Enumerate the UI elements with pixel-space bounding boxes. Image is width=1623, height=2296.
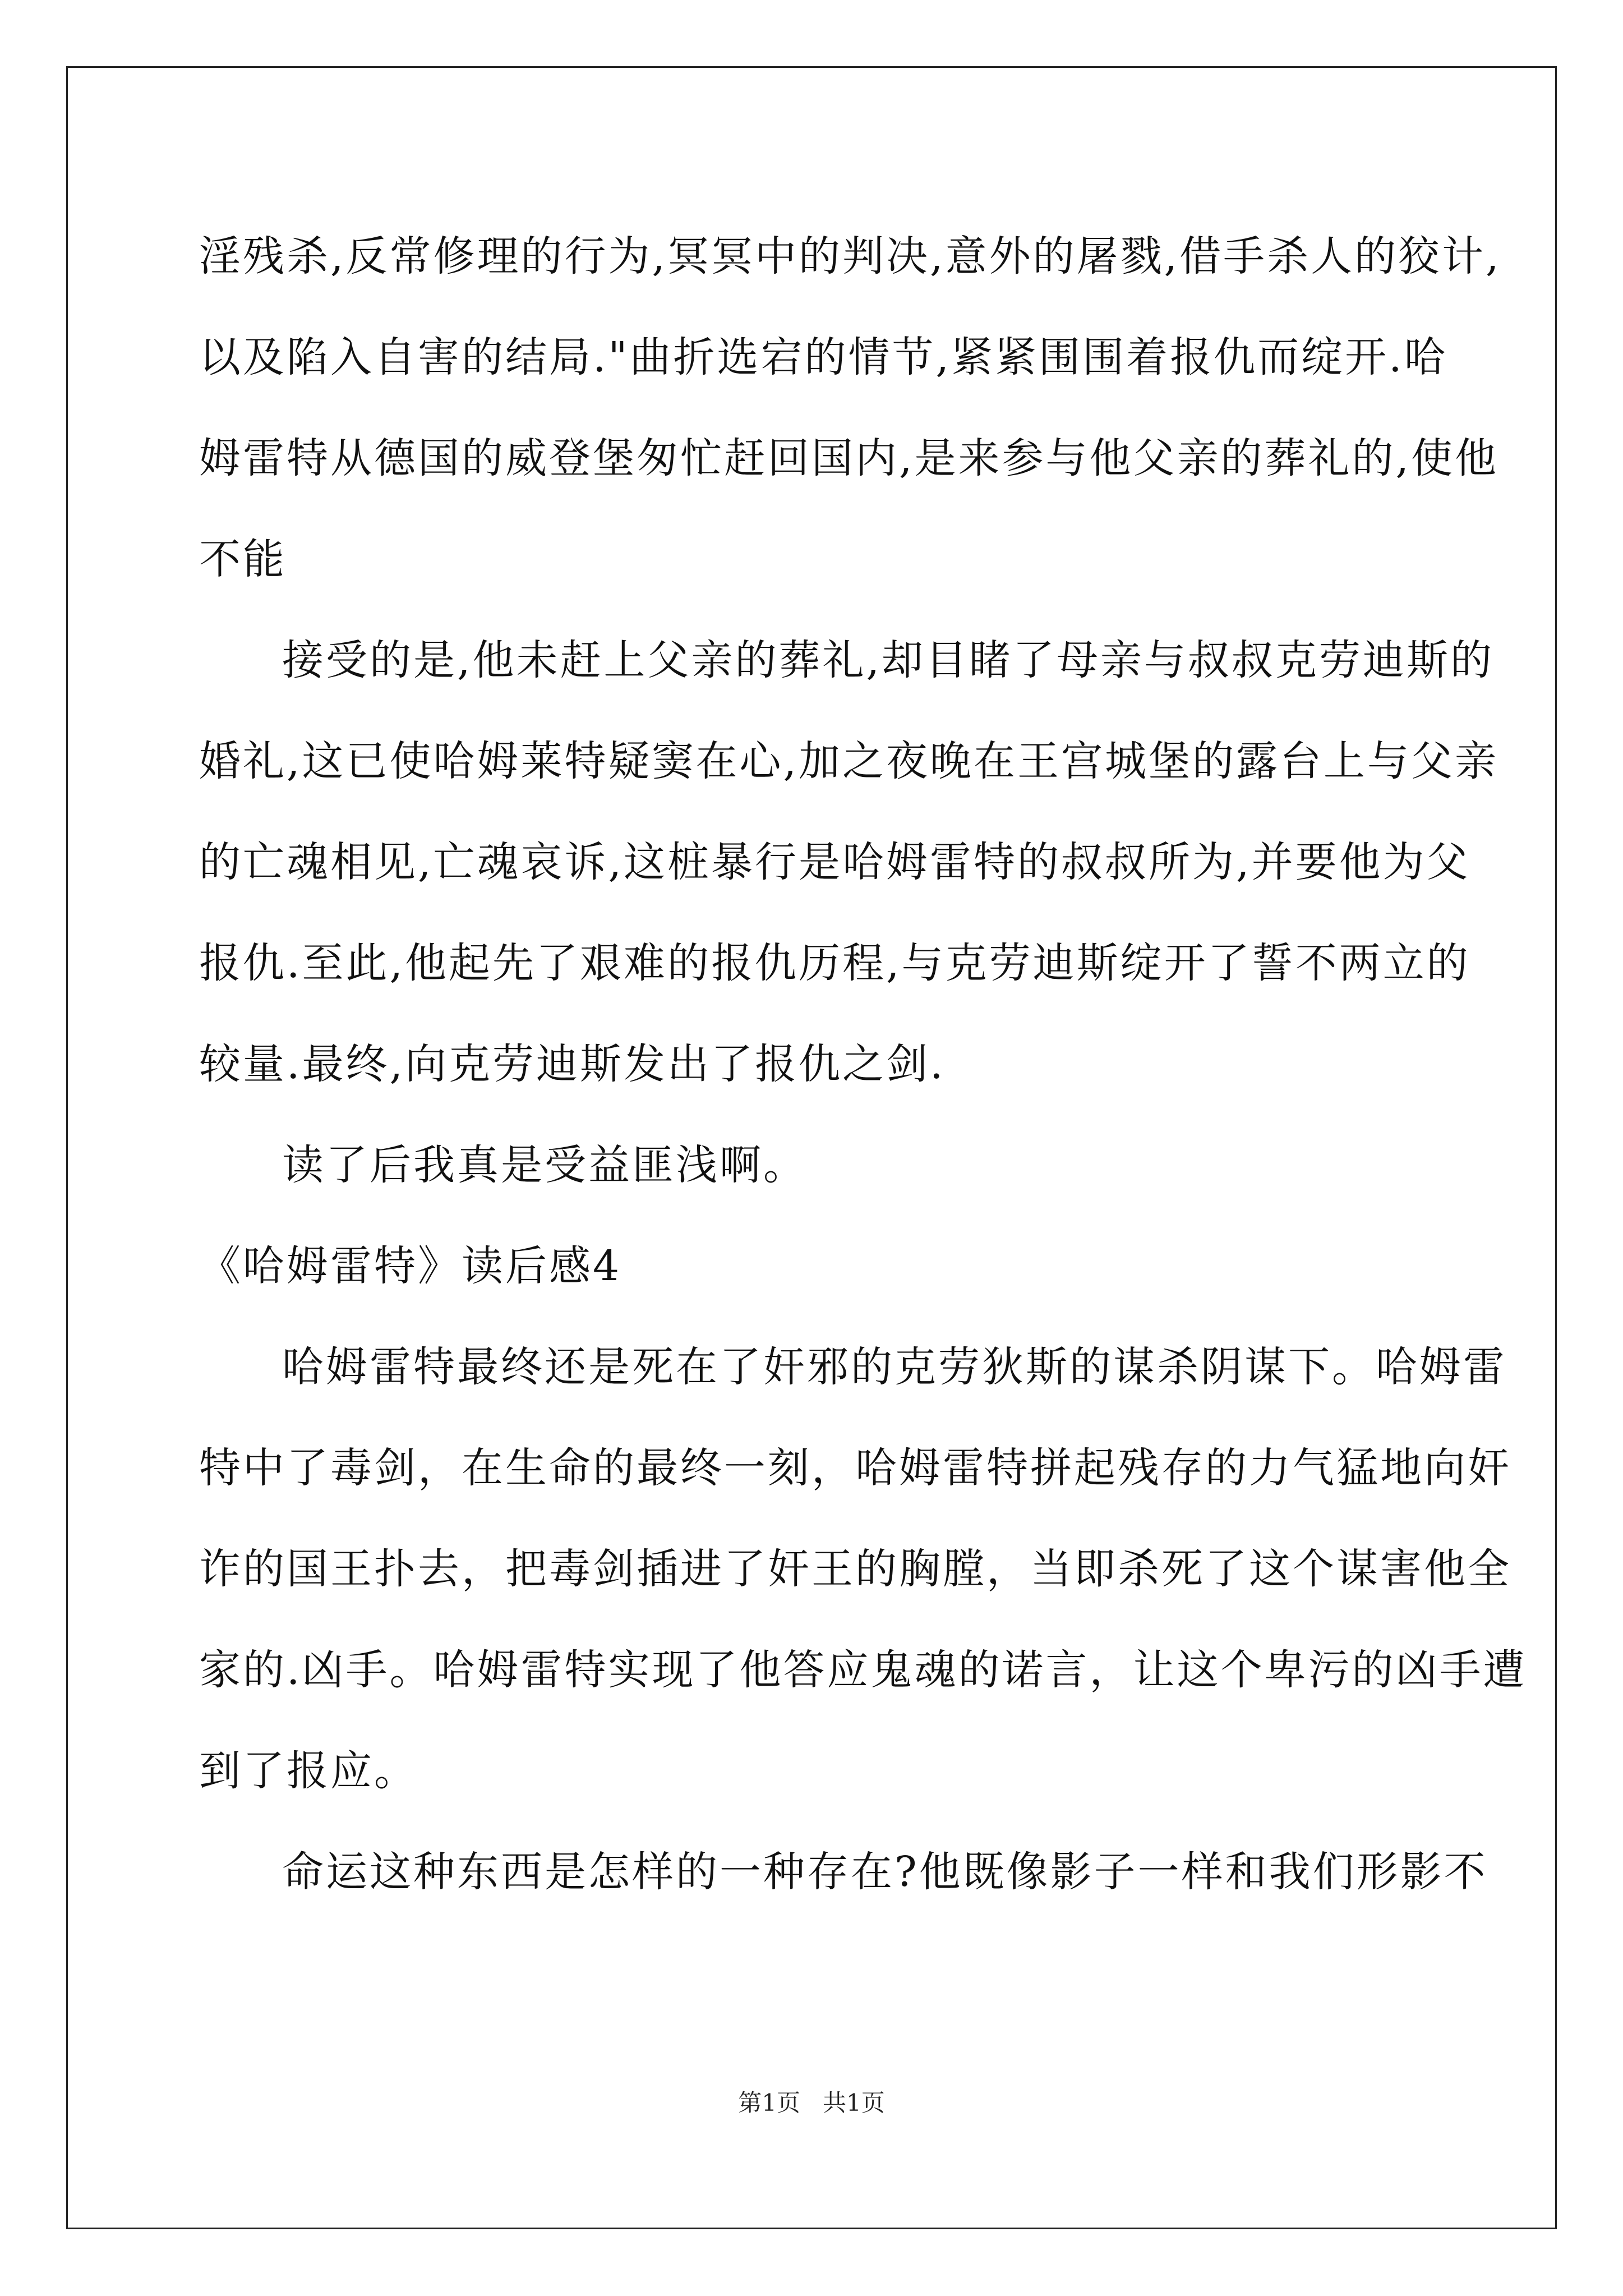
- page-footer: 第1页 共1页: [738, 2089, 885, 2116]
- text-line-10: 读了后我真是受益匪浅啊。: [282, 1141, 807, 1189]
- text-line-6: 婚礼,这已使哈姆莱特疑窦在心,加之夜晚在王宫城堡的露台上与父亲: [199, 737, 1499, 785]
- text-line-4: 不能: [199, 535, 287, 583]
- text-line-15: 家的.凶手。哈姆雷特实现了他答应鬼魂的诺言，让这个卑污的凶手遭: [199, 1646, 1527, 1694]
- text-line-2: 以及陷入自害的结局."曲折选宕的情节,紧紧围围着报仇而绽开.哈: [199, 333, 1448, 381]
- text-line-14: 诈的国王扑去，把毒剑插进了奸王的胸膛，当即杀死了这个谋害他全: [199, 1545, 1511, 1593]
- section-heading: 《哈姆雷特》读后感4: [199, 1242, 622, 1290]
- text-line-7: 的亡魂相见,亡魂哀诉,这桩暴行是哈姆雷特的叔叔所为,并要他为父: [199, 838, 1470, 886]
- text-line-9: 较量.最终,向克劳迪斯发出了报仇之剑.: [199, 1040, 946, 1088]
- text-line-1: 淫残杀,反常修理的行为,冥冥中的判决,意外的屠戮,借手杀人的狡计,: [199, 232, 1501, 280]
- text-line-13: 特中了毒剑，在生命的最终一刻，哈姆雷特拼起残存的力气猛地向奸: [199, 1444, 1511, 1492]
- text-line-12: 哈姆雷特最终还是死在了奸邪的克劳狄斯的谋杀阴谋下。哈姆雷: [282, 1343, 1507, 1391]
- text-line-8: 报仇.至此,他起先了艰难的报仇历程,与克劳迪斯绽开了誓不两立的: [199, 939, 1470, 987]
- text-line-16: 到了报应。: [199, 1747, 418, 1795]
- text-line-5: 接受的是,他未赶上父亲的葬礼,却目睹了母亲与叔叔克劳迪斯的: [282, 636, 1495, 684]
- text-line-3: 姆雷特从德国的威登堡匆忙赶回国内,是来参与他父亲的葬礼的,使他: [199, 434, 1499, 482]
- text-line-17: 命运这种东西是怎样的一种存在?他既像影子一样和我们形影不: [282, 1848, 1488, 1896]
